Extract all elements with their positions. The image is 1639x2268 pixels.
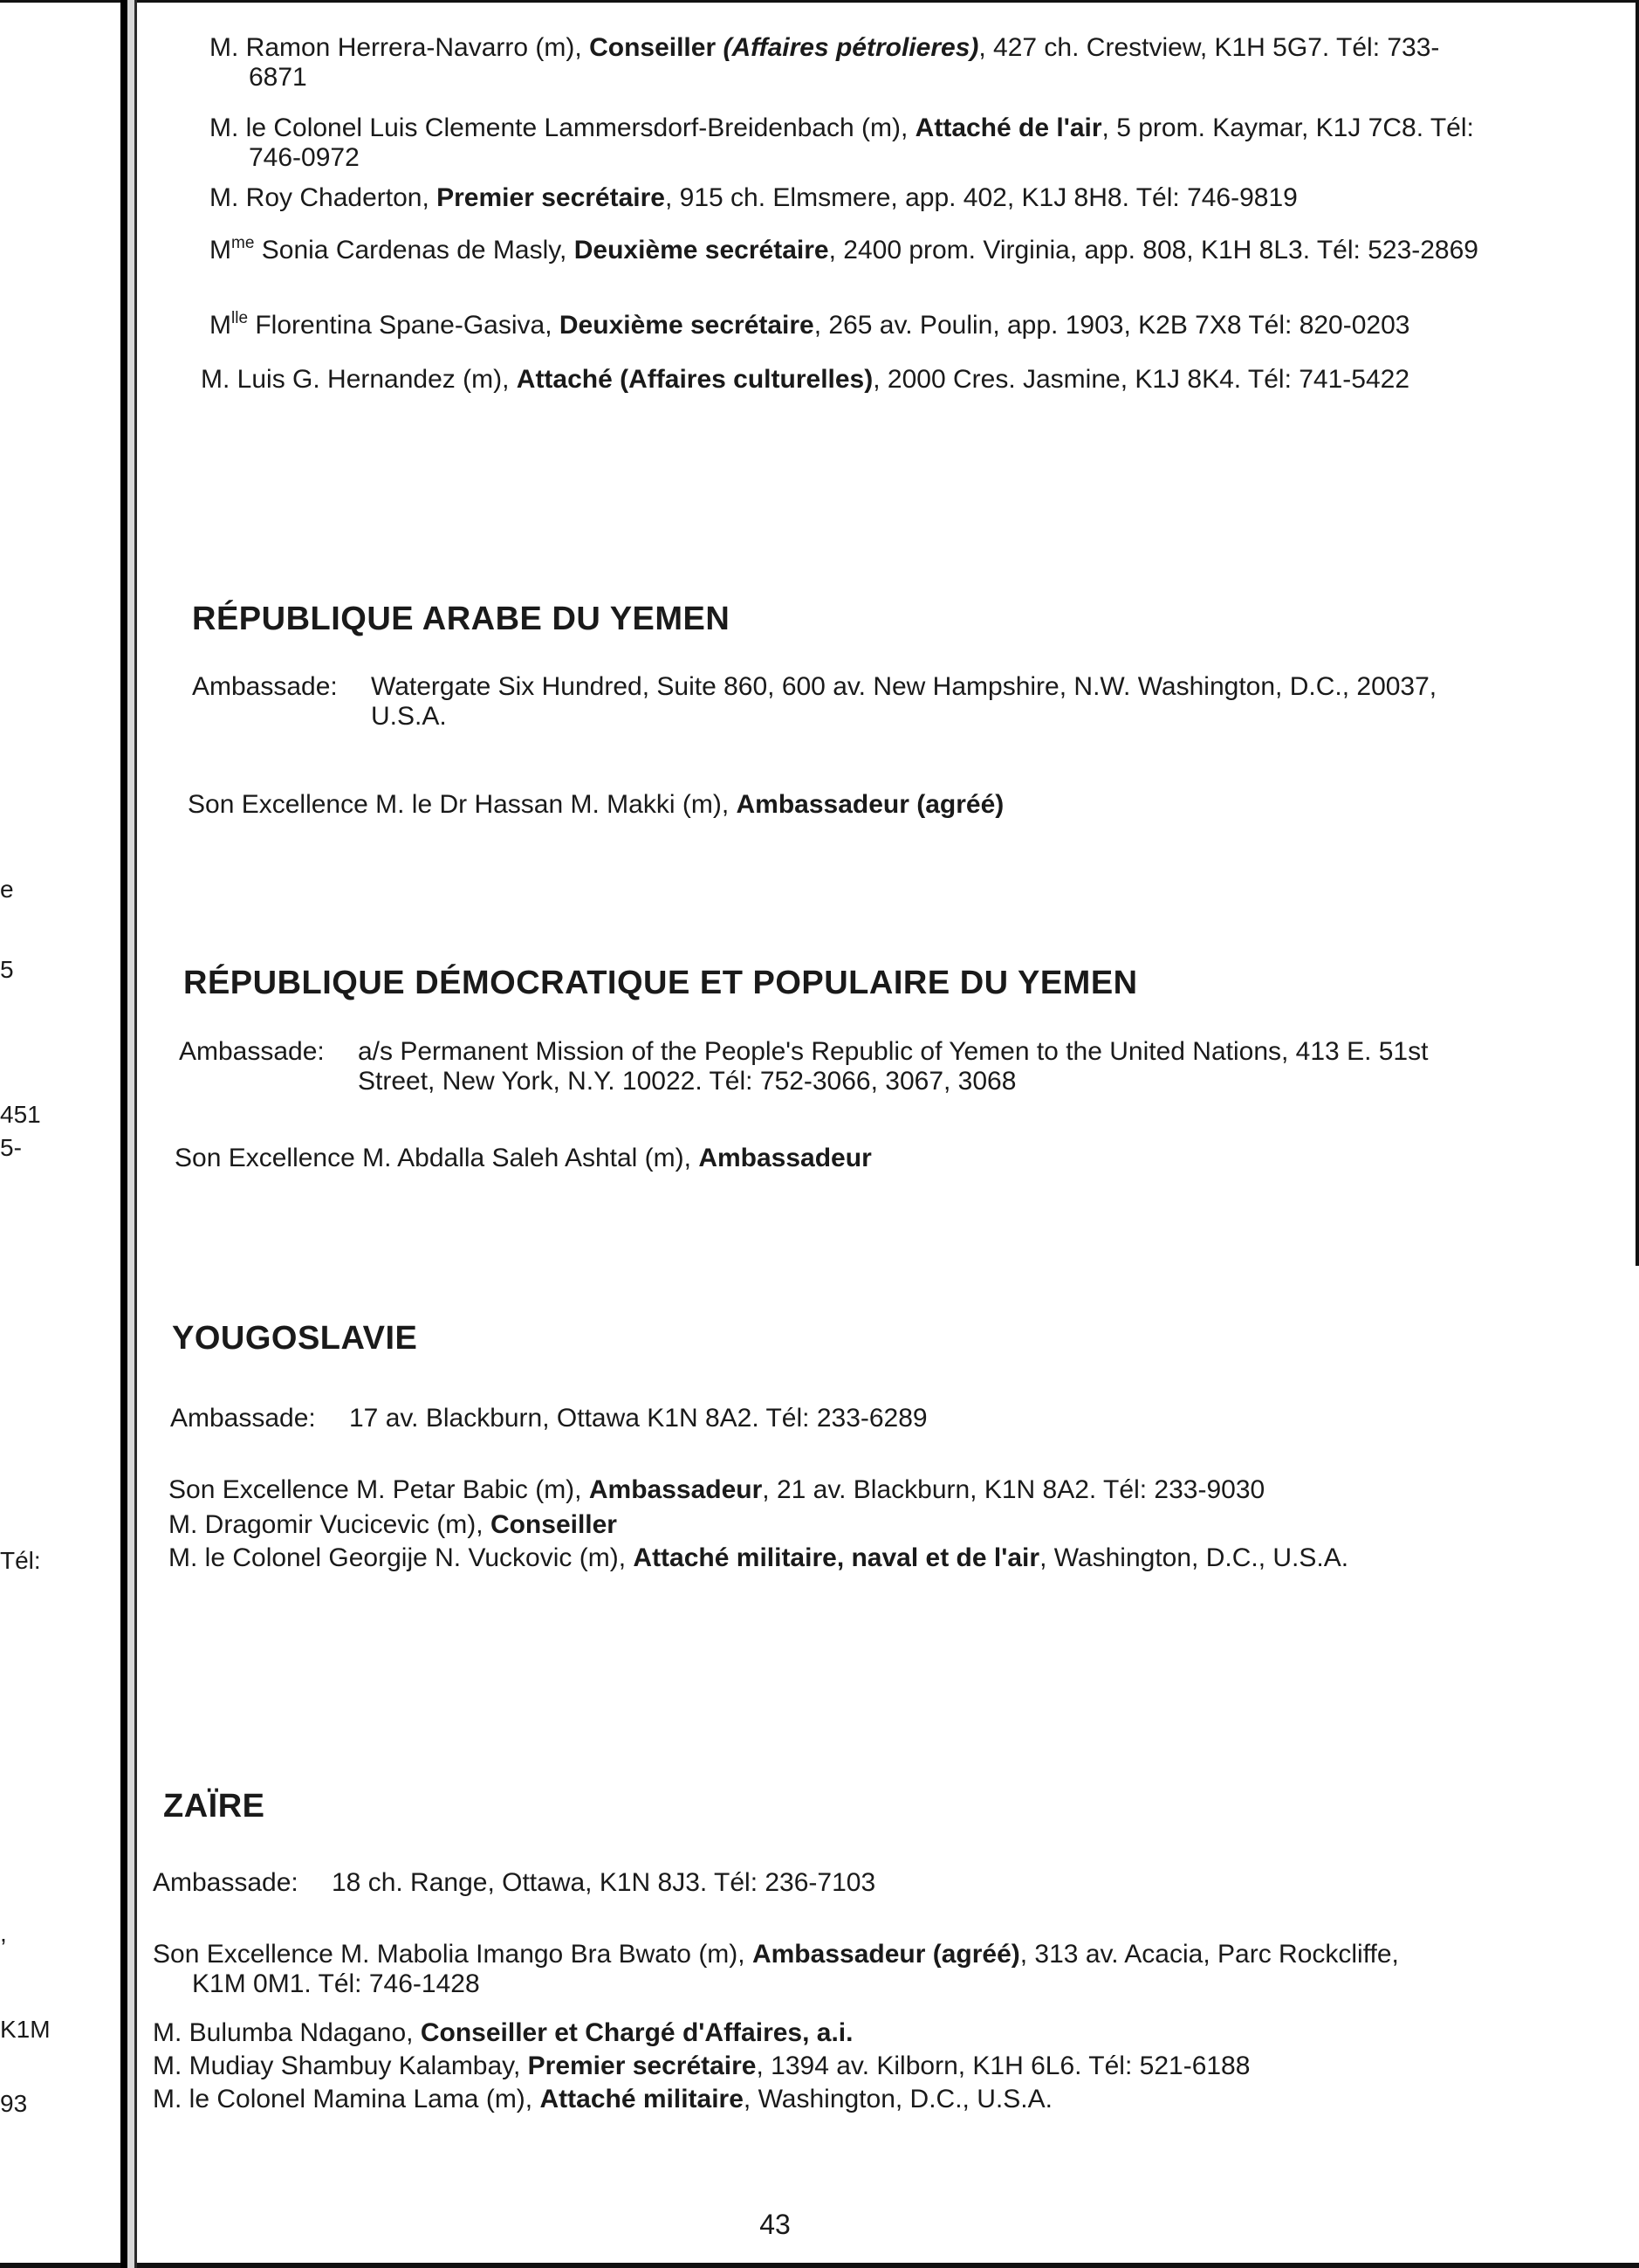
- staff-name: M. Ramon Herrera-Navarro (m),: [209, 33, 582, 62]
- staff-name: M. le Colonel Mamina Lama (m),: [153, 2085, 533, 2113]
- ambassade-row: [179, 1037, 1449, 1096]
- staff-title: Attaché militaire, naval et de l'air: [633, 1543, 1040, 1572]
- staff-details: , 5 prom. Kaymar, K1J 7C8. Tél: 746-0972: [249, 113, 1474, 172]
- staff-name: M. Luis G. Hernandez (m),: [201, 365, 510, 394]
- gutter-text: 5-: [0, 1134, 22, 1161]
- ambassade-row: [192, 672, 1462, 732]
- staff-name: Son Excellence M. Abdalla Saleh Ashtal (m),: [175, 1144, 691, 1172]
- staff-details: , 21 av. Blackburn, K1N 8A2. Tél: 233-9030: [762, 1475, 1265, 1504]
- staff-entry: [209, 304, 1488, 340]
- binding-shadow: [127, 0, 134, 2268]
- staff-name: Sonia Cardenas de Masly,: [261, 236, 567, 265]
- staff-title: Deuxième secrétaire: [573, 236, 829, 265]
- staff-name: Son Excellence M. Petar Babic (m),: [168, 1475, 582, 1504]
- gutter-text: e: [0, 876, 14, 903]
- staff-title: Conseiller: [490, 1510, 617, 1539]
- staff-title: Deuxième secrétaire: [559, 311, 814, 340]
- staff-details: , 427 ch. Crestview, K1H 5G7. Tél: 733-6871: [249, 33, 1440, 92]
- staff-details: , Washington, D.C., U.S.A.: [743, 2085, 1053, 2113]
- staff-title: Ambassadeur: [698, 1144, 872, 1172]
- staff-title: Premier secrétaire: [527, 2052, 757, 2080]
- staff-title: Attaché de l'air: [915, 113, 1102, 142]
- country-heading: ZAÏRE: [163, 1788, 265, 1825]
- staff-title: Ambassadeur (agréé): [751, 1940, 1020, 1969]
- staff-name: Son Excellence M. le Dr Hassan M. Makki (m),: [188, 790, 730, 819]
- country-heading: RÉPUBLIQUE ARABE DU YEMEN: [192, 601, 730, 637]
- honorific-suffix: lle: [231, 309, 249, 327]
- ambassade-label: Ambassade:: [153, 1868, 298, 1897]
- staff-entry: [209, 113, 1488, 173]
- ambassade-row: [170, 1404, 1440, 1433]
- binding-edge: [120, 0, 127, 2268]
- staff-title: Conseiller: [589, 33, 717, 62]
- staff-entry: [201, 365, 1479, 395]
- staff-name: M. Bulumba Ndagano,: [153, 2018, 414, 2047]
- right-edge-rule: [1636, 0, 1639, 1266]
- staff-title: Ambassadeur (agréé): [736, 790, 1005, 819]
- staff-name: M. Mudiay Shambuy Kalambay,: [153, 2052, 521, 2080]
- staff-entry: [168, 1543, 1447, 1573]
- gutter-text: K1M: [0, 2016, 51, 2043]
- ambassade-row: [153, 1868, 1423, 1898]
- staff-details: , 313 av. Acacia, Parc Rockcliffe, K1M 0M1. Tél: 746-1428: [192, 1940, 1399, 1998]
- ambassade-address: Watergate Six Hundred, Suite 860, 600 av. New Hampshire, N.W. Washington, D.C., 20037, U.S.A.: [371, 672, 1437, 731]
- ambassade-address: 18 ch. Range, Ottawa, K1N 8J3. Tél: 236-7103: [332, 1868, 876, 1897]
- ambassade-address: 17 av. Blackburn, Ottawa K1N 8A2. Tél: 233-6289: [349, 1404, 928, 1433]
- staff-entry: [188, 790, 1466, 820]
- staff-entry: [209, 229, 1488, 265]
- previous-page-fragment: [0, 0, 122, 2268]
- binding-line: [134, 0, 137, 2268]
- ambassade-label: Ambassade:: [170, 1404, 316, 1433]
- honorific: M: [209, 236, 231, 265]
- staff-details: , 1394 av. Kilborn, K1H 6L6. Tél: 521-6188: [756, 2052, 1251, 2080]
- staff-entry: [168, 1475, 1447, 1505]
- country-heading: RÉPUBLIQUE DÉMOCRATIQUE ET POPULAIRE DU YEMEN: [183, 965, 1138, 1001]
- staff-title: Ambassadeur: [588, 1475, 763, 1504]
- staff-title: Attaché (Affaires culturelles): [516, 365, 874, 394]
- gutter-text: 5: [0, 956, 14, 983]
- staff-details: , 265 av. Poulin, app. 1903, K2B 7X8 Tél: 820-0203: [813, 311, 1410, 340]
- staff-name: Son Excellence M. Mabolia Imango Bra Bwato (m),: [153, 1940, 745, 1969]
- staff-details: , 2400 prom. Virginia, app. 808, K1H 8L3. Tél: 523-2869: [828, 236, 1478, 265]
- staff-entry: [209, 33, 1488, 93]
- staff-details: , 2000 Cres. Jasmine, K1J 8K4. Tél: 741-5422: [873, 365, 1410, 394]
- staff-entry: [153, 2018, 1431, 2048]
- staff-details: , Washington, D.C., U.S.A.: [1039, 1543, 1349, 1572]
- bottom-edge-rule: [0, 2263, 1639, 2268]
- staff-entry: [153, 2085, 1431, 2114]
- honorific-suffix: me: [231, 234, 255, 252]
- staff-title-detail: (Affaires pétrolieres): [723, 33, 979, 62]
- staff-entry: [209, 183, 1488, 213]
- ambassade-address: a/s Permanent Mission of the People's Republic of Yemen to the United Nations, 413 E. 51st Street, New York, N.Y. 10022. Tél: 752-3066, 3067, 3068: [358, 1037, 1429, 1096]
- gutter-text: 451: [0, 1101, 41, 1128]
- page-number: 43: [759, 2209, 791, 2240]
- staff-name: M. Roy Chaderton,: [209, 183, 429, 212]
- staff-name: M. Dragomir Vucicevic (m),: [168, 1510, 483, 1539]
- staff-name: M. le Colonel Georgije N. Vuckovic (m),: [168, 1543, 627, 1572]
- honorific: M: [209, 311, 231, 340]
- staff-title: Attaché militaire: [539, 2085, 744, 2113]
- staff-name: Florentina Spane-Gasiva,: [255, 311, 552, 340]
- staff-entry: [153, 1940, 1431, 1999]
- staff-entry: [175, 1144, 1453, 1173]
- ambassade-label: Ambassade:: [192, 672, 338, 701]
- gutter-text: ,: [0, 1920, 7, 1947]
- staff-entry: [168, 1510, 1447, 1540]
- staff-title: Conseiller et Chargé d'Affaires, a.i.: [420, 2018, 854, 2047]
- staff-name: M. le Colonel Luis Clemente Lammersdorf-Breidenbach (m),: [209, 113, 909, 142]
- staff-title: Premier secrétaire: [436, 183, 665, 212]
- ambassade-label: Ambassade:: [179, 1037, 325, 1066]
- staff-details: , 915 ch. Elmsmere, app. 402, K1J 8H8. Tél: 746-9819: [664, 183, 1298, 212]
- staff-entry: [153, 2052, 1431, 2081]
- top-edge-rule: [0, 0, 1639, 3]
- gutter-text: 93: [0, 2090, 28, 2117]
- country-heading: YOUGOSLAVIE: [172, 1320, 418, 1357]
- gutter-text: Tél:: [0, 1547, 41, 1574]
